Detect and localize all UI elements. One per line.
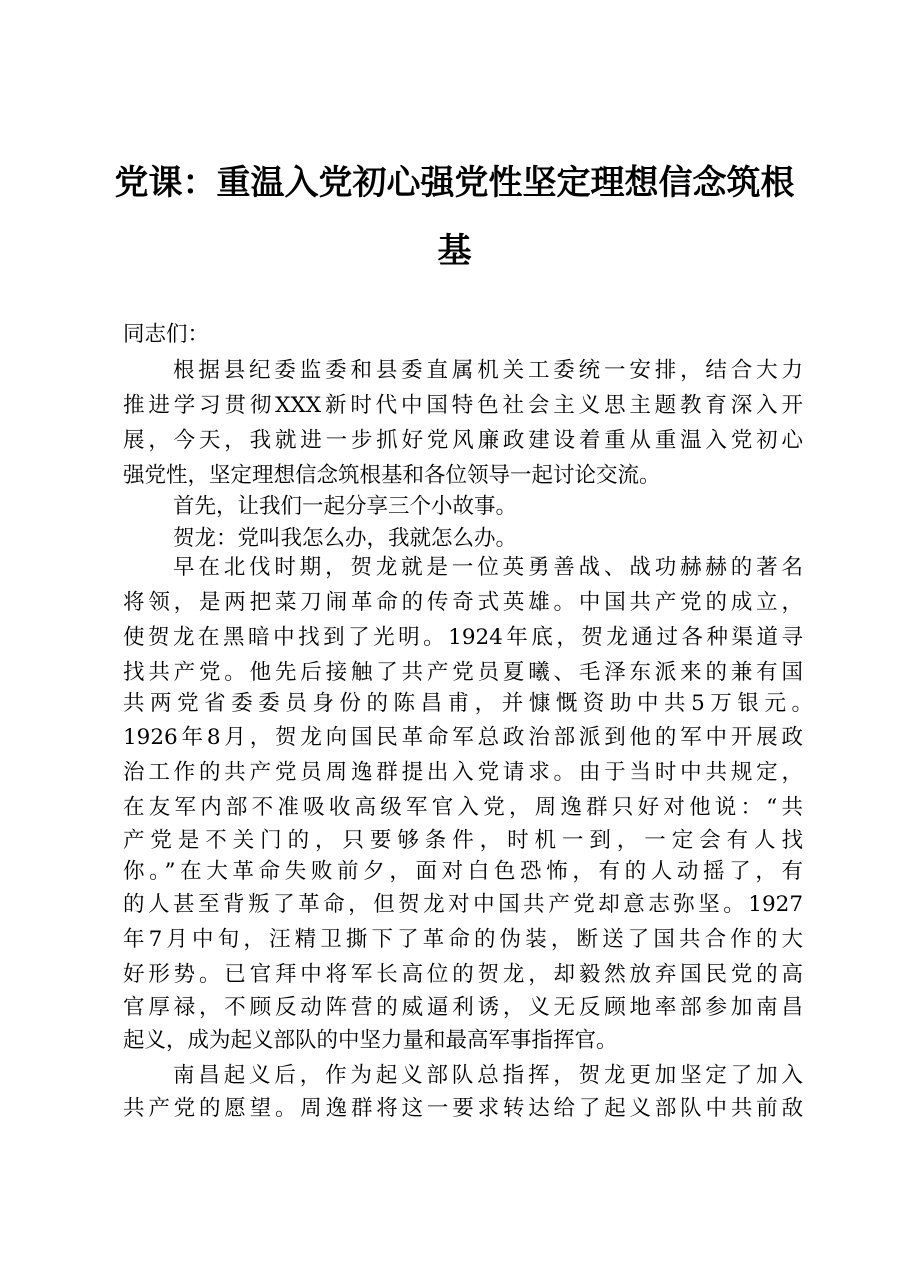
- paragraph-line: 官厚禄，不顾反动阵营的威逼利诱，义无反顾地率部参加南昌: [123, 995, 803, 1020]
- paragraph-line: 你。”在大革命失败前夕，面对白色恐怖，有的人动摇了，有: [123, 859, 803, 884]
- paragraph-line: 1926年8月，贺龙向国民革命军总政治部派到他的军中开展政: [123, 725, 803, 750]
- paragraph-line: 使贺龙在黑暗中找到了光明。1924年底，贺龙通过各种渠道寻: [123, 625, 803, 650]
- paragraph-line: 推进学习贯彻XXX新时代中国特色社会主义思主题教育深入开: [123, 393, 803, 418]
- paragraph-line: 根据县纪委监委和县委直属机关工委统一安排，结合大力: [173, 358, 803, 383]
- paragraph-line: 找共产党。他先后接触了共产党员夏曦、毛泽东派来的兼有国: [123, 660, 803, 685]
- paragraph-line: 早在北伐时期，贺龙就是一位英勇善战、战功赫赫的著名: [173, 555, 803, 580]
- paragraph-line: 首先，让我们一起分享三个小故事。: [173, 494, 518, 519]
- paragraph-line: 年7月中旬，汪精卫撕下了革命的伪装，断送了国共合作的大: [123, 927, 803, 952]
- paragraph-line: 展，今天，我就进一步抓好党风廉政建设着重从重温入党初心: [123, 428, 803, 453]
- paragraph-line: 将领，是两把菜刀闹革命的传奇式英雄。中国共产党的成立，: [123, 590, 803, 615]
- paragraph-line: 产党是不关门的，只要够条件，时机一到，一定会有人找: [123, 828, 803, 853]
- paragraph-line: 共产党的愿望。周逸群将这一要求转达给了起义部队中共前敌: [123, 1096, 803, 1121]
- document-title-line-2: 基: [437, 231, 472, 271]
- paragraph-line: 强党性，坚定理想信念筑根基和各位领导一起讨论交流。: [123, 463, 661, 488]
- document-title-line-1: 党课：重温入党初心强党性坚定理想信念筑根: [114, 163, 795, 203]
- paragraph-line: 南昌起义后，作为起义部队总指挥，贺龙更加坚定了加入: [173, 1063, 803, 1088]
- paragraph-line: 好形势。已官拜中将军长高位的贺龙，却毅然放弃国民党的高: [123, 962, 803, 987]
- story-heading: 贺龙：党叫我怎么办，我就怎么办。: [173, 526, 518, 551]
- paragraph-line: 治工作的共产党员周逸群提出入党请求。由于当时中共规定，: [123, 760, 803, 785]
- paragraph-line: 在友军内部不准吸收高级军官入党，周逸群只好对他说：“共: [123, 795, 803, 820]
- paragraph-line: 共两党省委委员身份的陈昌甫，并慷慨资助中共5万银元。: [123, 691, 813, 716]
- salutation: 同志们：: [123, 322, 210, 347]
- paragraph-line: 的人甚至背叛了革命，但贺龙对中国共产党却意志弥坚。1927: [123, 892, 803, 917]
- paragraph-line: 起义，成为起义部队的中坚力量和最高军事指挥官。: [123, 1028, 618, 1053]
